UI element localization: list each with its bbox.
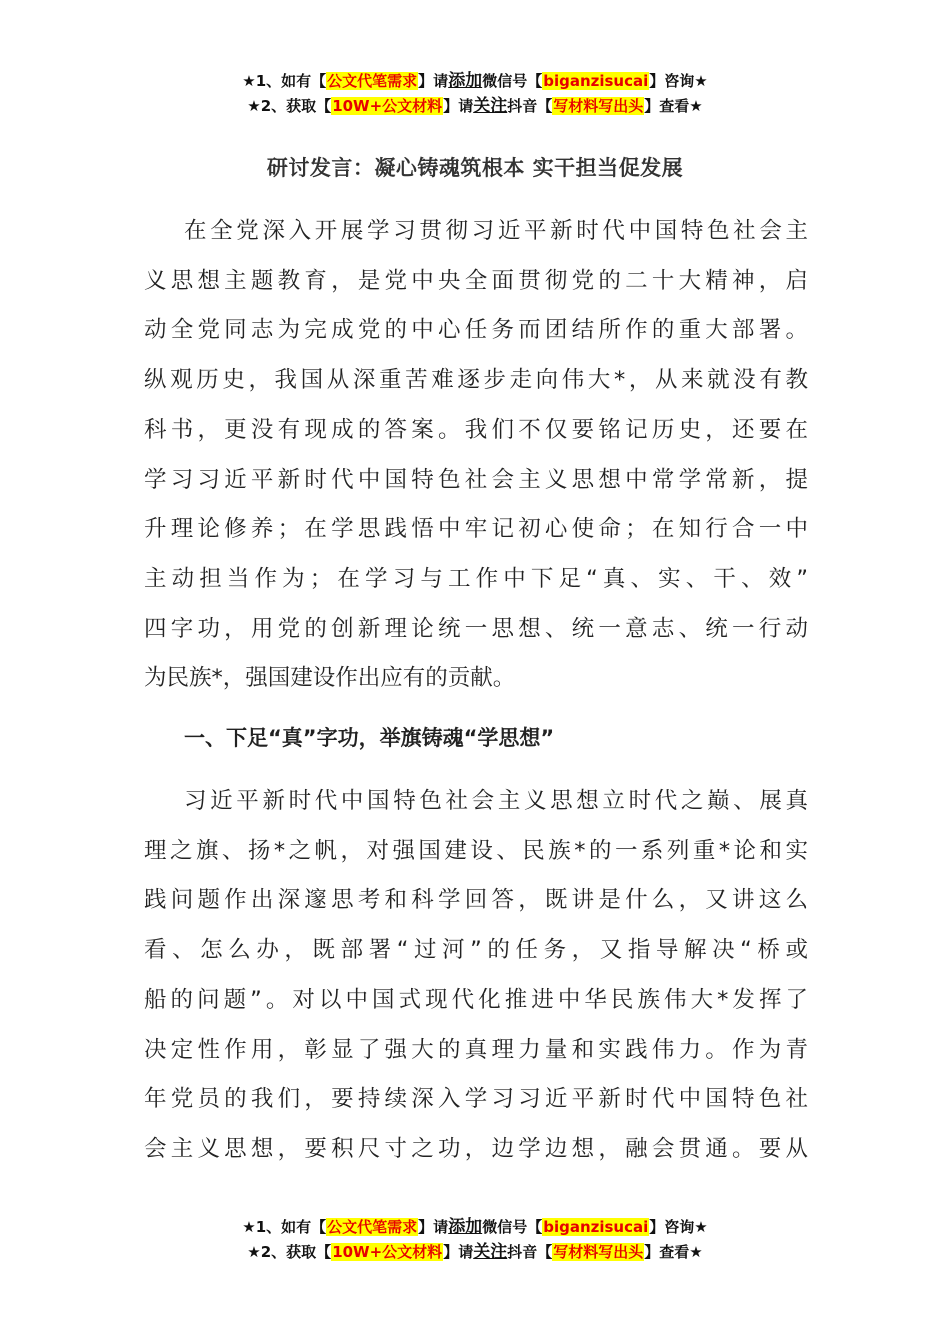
promo-text: 】请 [418,72,449,90]
paragraph-line: 动全党同志为完成党的中心任务而团结所作的重大部署。 [144,317,808,344]
promo-text: 】查看★ [644,97,703,115]
promo-header [0,69,950,119]
promo-highlight: 公文代笔需求 [327,1218,418,1236]
promo-line-1 [0,69,950,94]
paragraph-line: 会主义思想，要积尺寸之功，边学边想，融会贯通。要从 [144,1135,808,1162]
paragraph-line: 在全党深入开展学习贯彻习近平新时代中国特色社会主 [184,218,808,244]
promo-text: ★1、如有【 [242,72,327,90]
paragraph-line: 科书，更没有现成的答案。我们不仅要铭记历史，还要在 [144,416,808,443]
section-paragraph [144,777,808,1175]
promo-emphasis: 添加 [448,71,483,91]
promo-highlight: biganzisucai [543,1218,649,1236]
promo-text: 】请 [418,1218,449,1236]
promo-highlight: 公文代笔需求 [327,72,418,90]
paragraph-line: 践问题作出深邃思考和科学回答，既讲是什么，又讲这么 [144,887,808,914]
promo-highlight: biganzisucai [543,72,649,90]
promo-text: 】咨询★ [649,1218,708,1236]
promo-text: ★1、如有【 [242,1218,327,1236]
promo-text: 】咨询★ [649,72,708,90]
promo-text: 微信号【 [482,72,543,90]
promo-highlight: 写材料写出头 [553,1243,644,1261]
paragraph-line: 看、怎么办，既部署“过河”的任务，又指导解决“桥或 [144,937,808,964]
paragraph-line: 理之旗、扬*之帆，对强国建设、民族*的一系列重*论和实 [144,837,808,864]
section-heading: 一、下足“真”字功，举旗铸魂“学思想” [184,726,555,750]
paragraph-line: 四字功，用党的创新理论统一思想、统一意志、统一行动 [144,615,808,642]
paragraph-line: 义思想主题教育，是党中央全面贯彻党的二十大精神，启 [144,267,808,294]
promo-line-2 [0,94,950,119]
paragraph-line: 主动担当作为；在学习与工作中下足“真、实、干、效” [144,565,808,592]
paragraph-line: 习近平新时代中国特色社会主义思想立时代之巅、展真 [184,788,808,814]
promo-text: 微信号【 [482,1218,543,1236]
promo-highlight: 写材料写出头 [553,97,644,115]
paragraph-line: 船的问题”。对以中国式现代化推进中华民族伟大*发挥了 [144,986,808,1013]
paragraph-line: 为民族*，强国建设作出应有的贡献。 [144,665,516,692]
promo-line-1 [0,1215,950,1240]
promo-text: 抖音【 [507,97,553,115]
promo-text: 】查看★ [644,1243,703,1261]
promo-text: 】请 [443,1243,474,1261]
document-title: 研讨发言：凝心铸魂筑根本 实干担当促发展 [266,156,684,180]
promo-text: 抖音【 [507,1243,553,1261]
paragraph-line: 纵观历史，我国从深重苦难逐步走向伟大*，从来就没有教 [144,367,808,394]
paragraph-line: 决定性作用，彰显了强大的真理力量和实践伟力。作为青 [144,1036,808,1063]
promo-emphasis: 添加 [448,1217,483,1237]
promo-highlight: 10W+公文材料 [332,97,443,115]
promo-text: ★2、获取【 [247,1243,332,1261]
promo-text: ★2、获取【 [247,97,332,115]
promo-text: 】请 [443,97,474,115]
promo-emphasis: 关注 [473,96,508,116]
paragraph-line: 年党员的我们，要持续深入学习习近平新时代中国特色社 [144,1086,808,1113]
promo-line-2 [0,1240,950,1265]
promo-emphasis: 关注 [473,1242,508,1262]
promo-highlight: 10W+公文材料 [332,1243,443,1261]
paragraph-line: 升理论修养；在学思践悟中牢记初心使命；在知行合一中 [144,516,808,543]
paragraph-line: 学习习近平新时代中国特色社会主义思想中常学常新，提 [144,466,808,493]
promo-footer [0,1215,950,1265]
intro-paragraph [144,207,808,704]
